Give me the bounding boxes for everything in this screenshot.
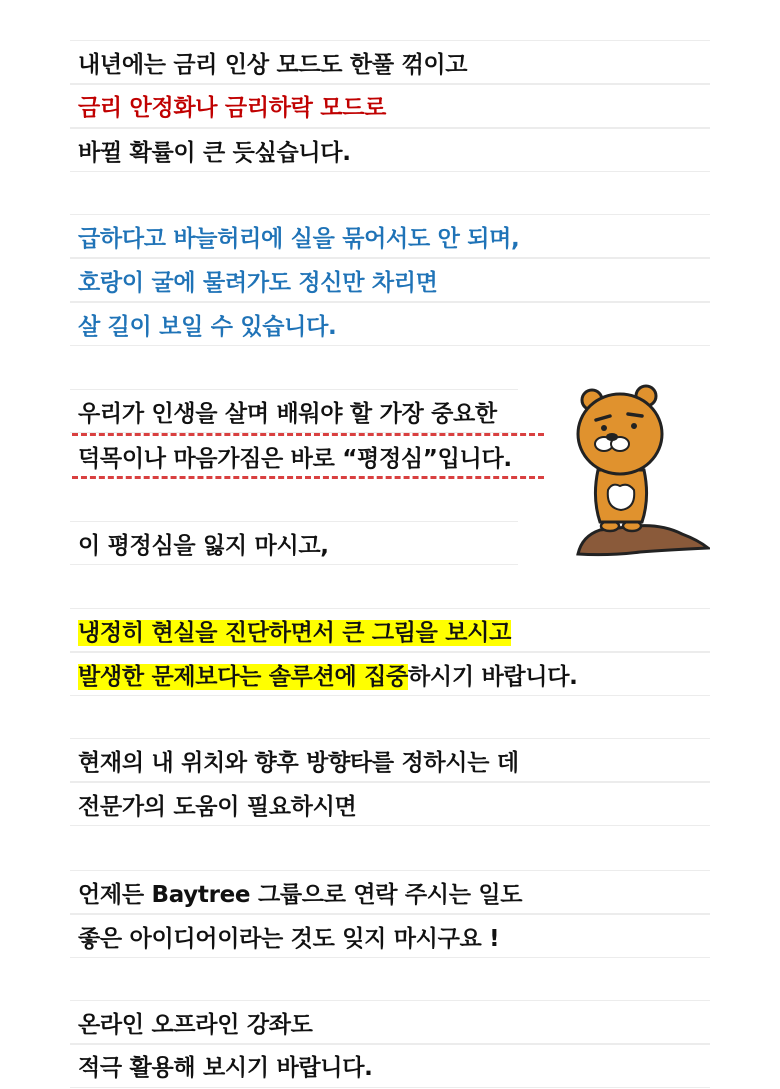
text-line: 우리가 인생을 살며 배워야 할 가장 중요한 (78, 401, 497, 427)
text-line-blue: 급하다고 바늘허리에 실을 묶어서도 안 되며, (78, 226, 520, 252)
highlighted-text: 냉정히 현실을 진단하면서 큰 그림을 보시고 (78, 620, 512, 646)
text-line-blue: 살 길이 보일 수 있습니다. (78, 314, 337, 340)
text-line: 내년에는 금리 인상 모드도 한풀 꺾이고 (78, 52, 468, 78)
text-line (78, 662, 578, 692)
text-line: 언제든 Baytree 그룹으로 연락 주시는 일도 (78, 882, 523, 908)
bear-character-illustration (570, 382, 710, 564)
highlighted-text: 발생한 문제보다는 솔루션에 집중 (78, 664, 408, 690)
red-dashed-divider (72, 433, 544, 436)
text-line: 바뀔 확률이 큰 듯싶습니다. (78, 140, 351, 166)
rock (578, 526, 708, 555)
text-line: 덕목이나 마음가짐은 바로 “평정심”입니다. (78, 446, 512, 472)
text-span: 하시기 바랍니다. (407, 664, 578, 690)
text-line (78, 618, 511, 648)
text-line: 이 평정심을 잃지 마시고, (78, 533, 329, 559)
text-line-blue: 호랑이 굴에 물려가도 정신만 차리면 (78, 270, 438, 296)
text-line: 현재의 내 위치와 향후 방향타를 정하시는 데 (78, 750, 519, 776)
text-line-red: 금리 안정화나 금리하락 모드로 (78, 95, 387, 121)
text-line: 전문가의 도움이 필요하시면 (78, 794, 357, 820)
text-line: 온라인 오프라인 강좌도 (78, 1012, 313, 1038)
red-dashed-divider (72, 476, 544, 479)
text-line: 좋은 아이디어이라는 것도 잊지 마시구요 ! (78, 926, 500, 952)
text-line: 적극 활용해 보시기 바랍니다. (78, 1055, 373, 1081)
